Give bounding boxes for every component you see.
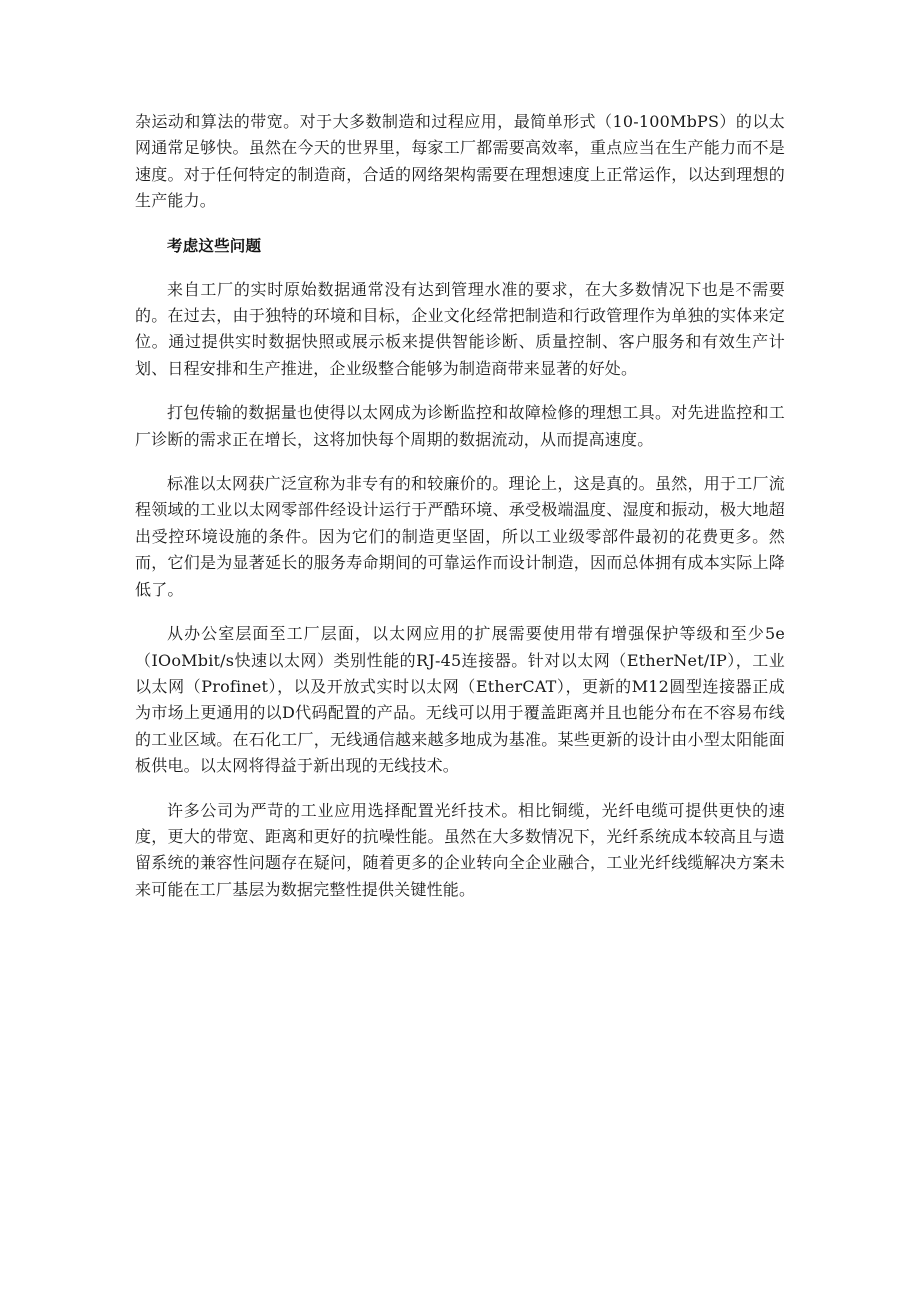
paragraph-5: 许多公司为严苛的工业应用选择配置光纤技术。相比铜缆，光纤电缆可提供更快的速度，更大的带宽、距离和更好的抗噪性能。虽然在大多数情况下，光纤系统成本较高且与遗留系统的兼容性问题存在疑问，随着更多的企业转向全企业融合，工业光纤线缆解决方案未来可能在工厂基层为数据完整性提供关键性能。	[135, 800, 785, 899]
document-body	[135, 109, 785, 921]
paragraph-2: 打包传输的数据量也使得以太网成为诊断监控和故障检修的理想工具。对先进监控和工厂诊断的需求正在增长，这将加快每个周期的数据流动，从而提高速度。	[135, 403, 785, 449]
paragraph-3: 标准以太网获广泛宣称为非专有的和较廉价的。理论上，这是真的。虽然，用于工厂流程领域的工业以太网零部件经设计运行于严酷环境、承受极端温度、湿度和振动，极大地超出受控环境设施的条件。因为它们的制造更坚固，所以工业级零部件最初的花费更多。然而，它们是为显著延长的服务寿命期间的可靠运作而设计制造，因而总体拥有成本实际上降低了。	[135, 474, 785, 599]
paragraph-4: 从办公室层面至工厂层面，以太网应用的扩展需要使用带有增强保护等级和至少5e（IOoMbit/s快速以太网）类别性能的RJ-45连接器。针对以太网（EtherNet/IP），工业以太网（Profinet），以及开放式实时以太网（EtherCAT），更新的M12圆型连接器正成为市场上更通用的以D代码配置的产品。无线可以用于覆盖距离并且也能分布在不容易布线的工业区域。在石化工厂，无线通信越来越多地成为基准。某些更新的设计由小型太阳能面板供电。以太网将得益于新出现的无线技术。	[135, 624, 785, 776]
paragraph-continued: 杂运动和算法的带宽。对于大多数制造和过程应用，最简单形式（10-100MbPS）的以太网通常足够快。虽然在今天的世界里，每家工厂都需要高效率，重点应当在生产能力而不是速度。对于任何特定的制造商，合适的网络架构需要在理想速度上正常运作，以达到理想的生产能力。	[135, 112, 785, 211]
paragraph-1: 来自工厂的实时原始数据通常没有达到管理水准的要求，在大多数情况下也是不需要的。在过去，由于独特的环境和目标，企业文化经常把制造和行政管理作为单独的实体来定位。通过提供实时数据快照或展示板来提供智能诊断、质量控制、客户服务和有效生产计划、日程安排和生产推进，企业级整合能够为制造商带来显著的好处。	[135, 279, 785, 378]
section-heading: 考虑这些问题	[167, 236, 262, 255]
